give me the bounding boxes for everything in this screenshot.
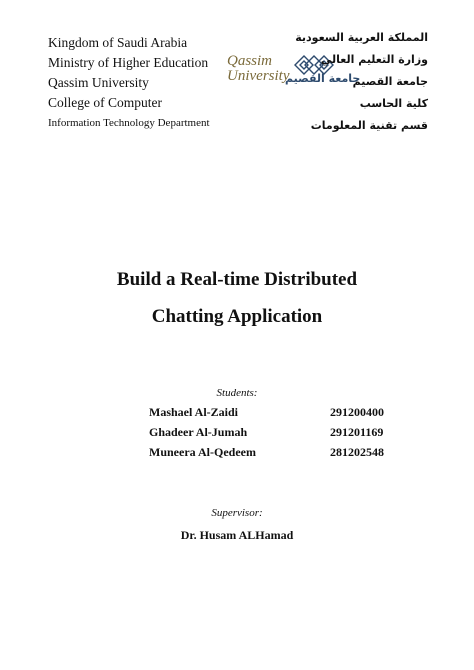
supervisor-label: Supervisor: — [211, 507, 263, 519]
country-name: Kingdom of Saudi Arabia — [48, 35, 188, 50]
header-right-block — [295, 27, 428, 137]
student-id: 291200400 — [330, 405, 384, 419]
ministry-name-arabic: وزارة التعليم العالي — [320, 53, 428, 66]
student-row — [0, 445, 474, 465]
department-name: Information Technology Department — [48, 117, 210, 129]
student-name: Mashael Al-Zaidi — [149, 405, 239, 419]
ministry-name: Ministry of Higher Education — [48, 55, 209, 70]
student-id: 281202548 — [330, 445, 384, 459]
student-name: Muneera Al-Qedeem — [149, 445, 256, 459]
college-name-arabic: كلية الحاسب — [359, 97, 428, 110]
student-name: Ghadeer Al-Jumah — [149, 425, 248, 439]
department-name-arabic: قسم تقنية المعلومات — [310, 119, 428, 132]
student-row — [0, 405, 474, 425]
country-name-arabic: المملكة العربية السعودية — [295, 31, 428, 44]
logo-latin-text: Qassim University — [227, 53, 290, 84]
logo-arabic-text: جامعة القصيم — [285, 72, 361, 85]
students-label: Students: — [216, 387, 258, 399]
project-title-line-1: Build a Real-time Distributed — [116, 269, 358, 290]
university-name: Qassim University — [48, 75, 149, 90]
header-left-block — [48, 33, 210, 131]
supervisor-name: Dr. Husam ALHamad — [180, 528, 294, 542]
project-title-line-2: Chatting Application — [151, 306, 323, 327]
student-id: 291201169 — [330, 425, 384, 439]
university-name-arabic: جامعة القصيم — [352, 75, 428, 88]
student-row — [0, 425, 474, 445]
college-name: College of Computer — [48, 95, 162, 110]
